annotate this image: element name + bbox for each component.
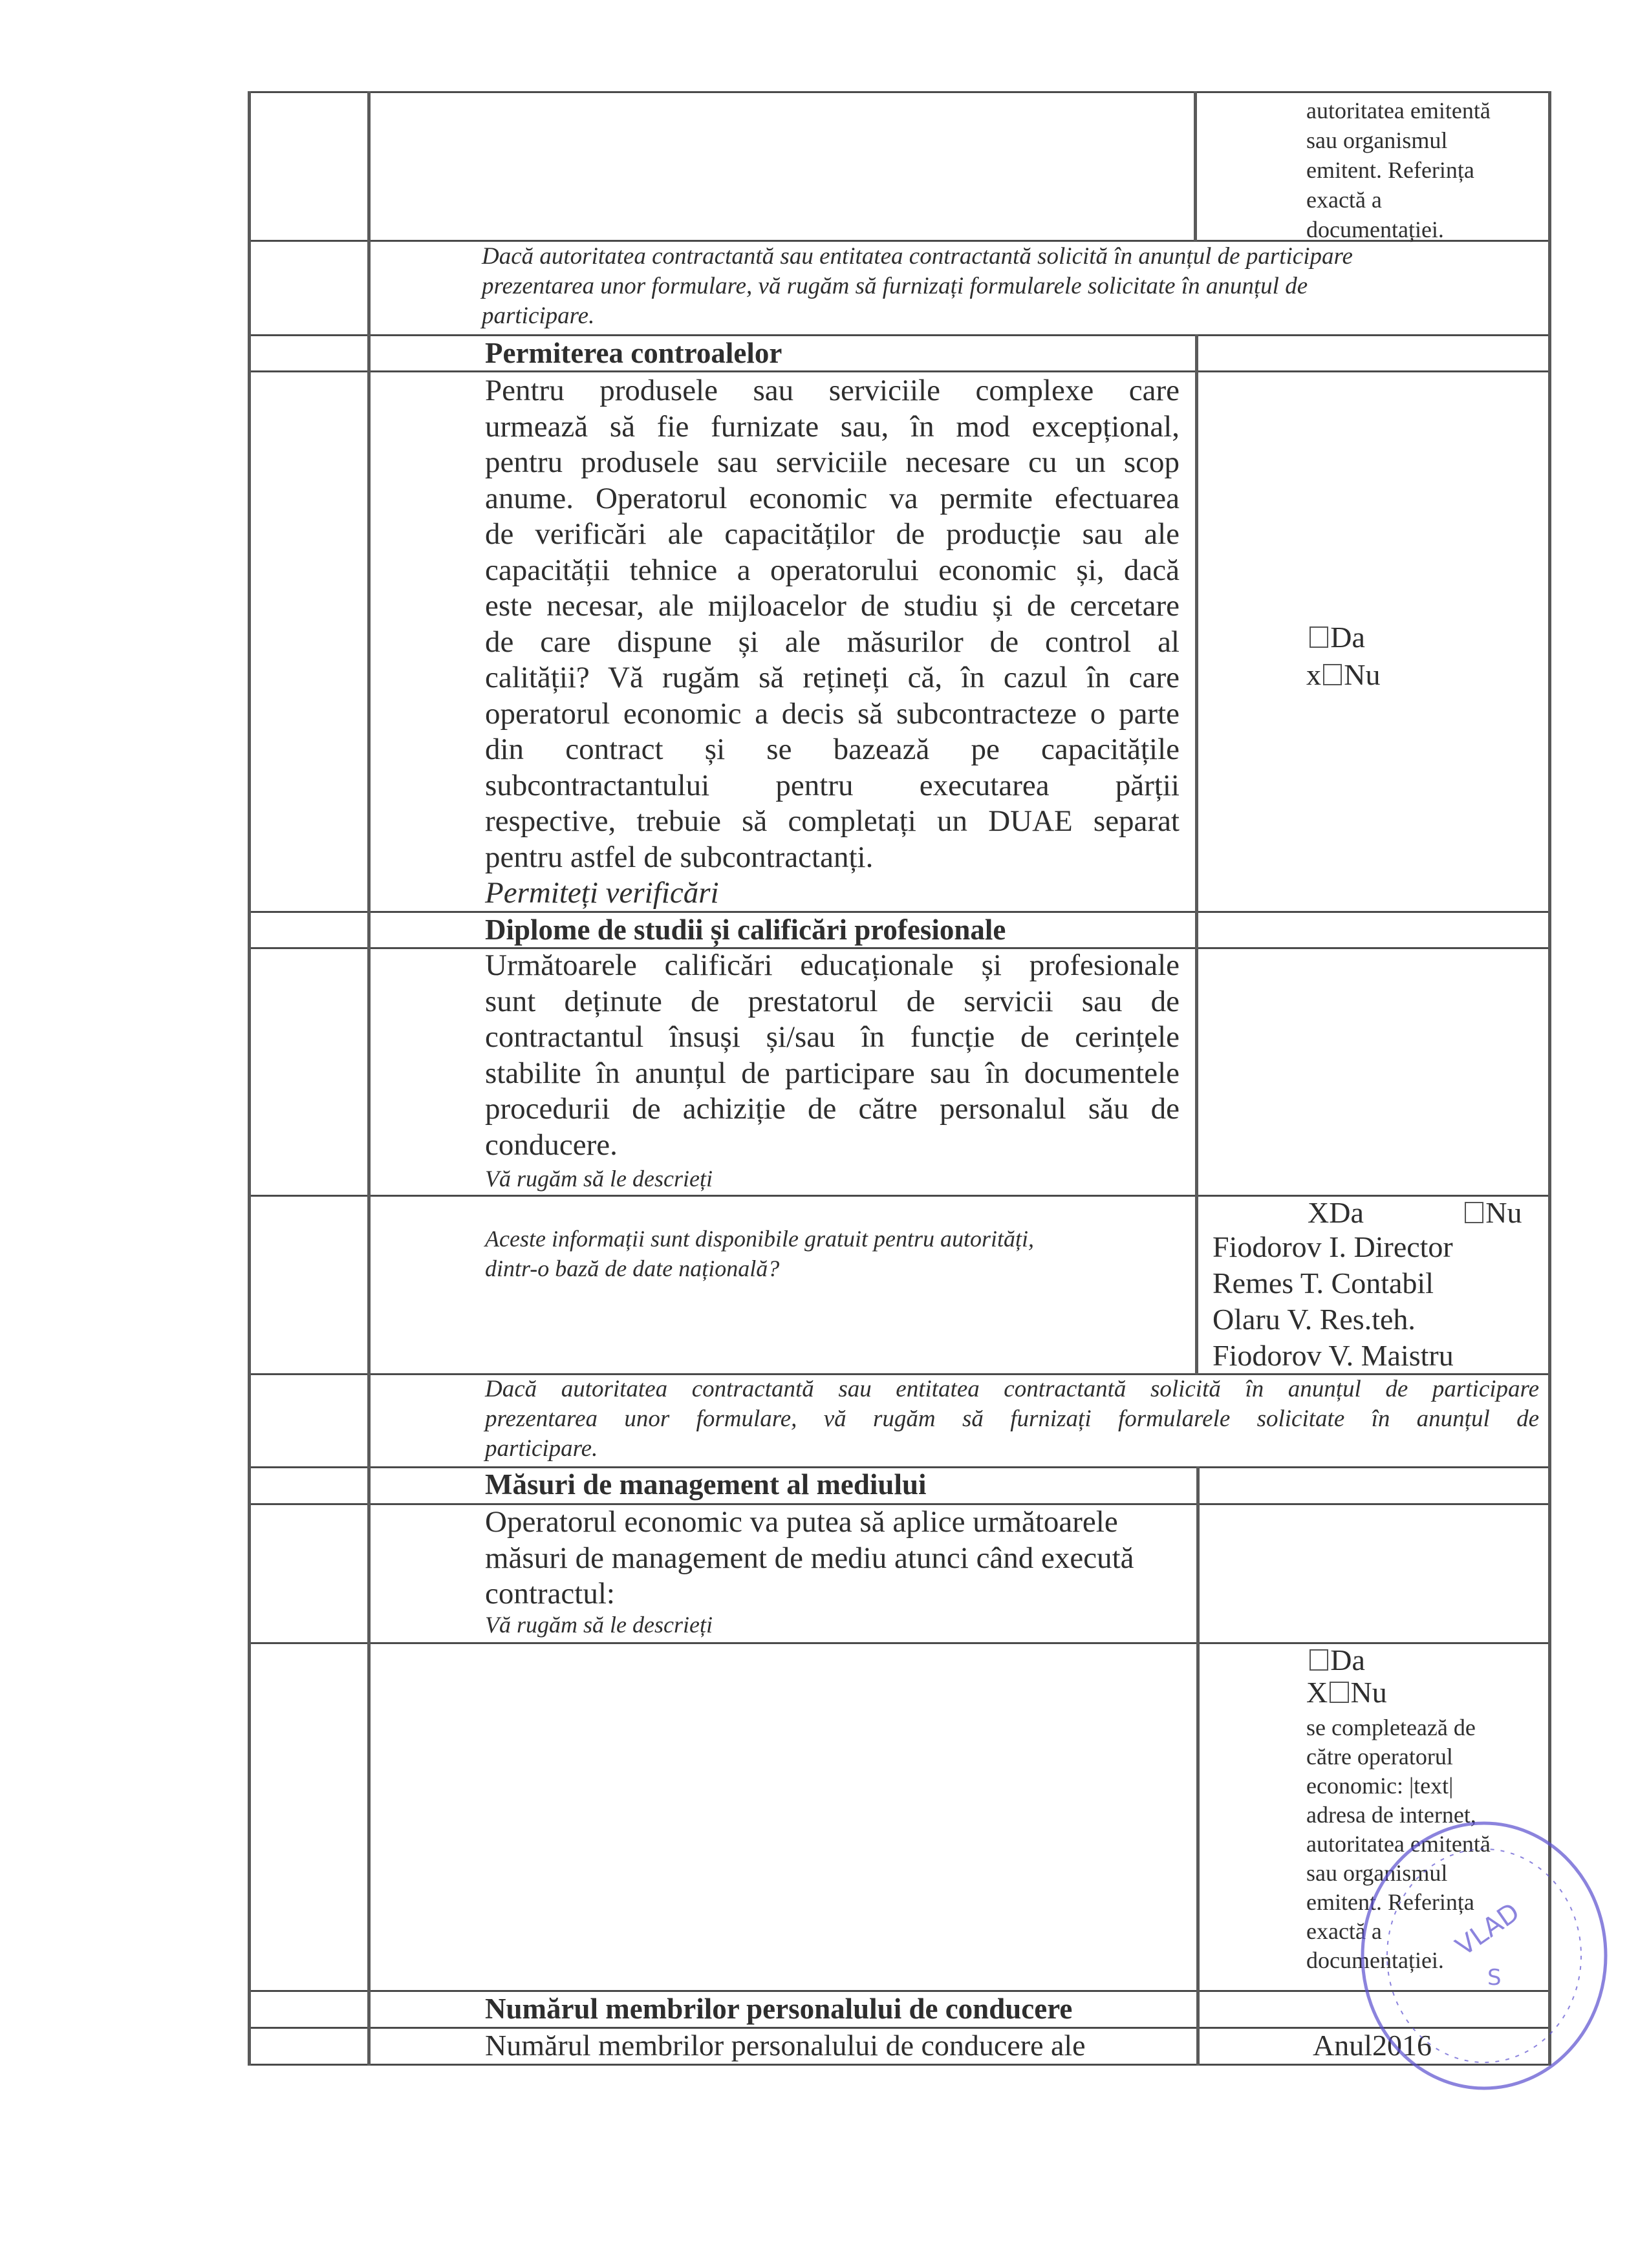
text-line: Următoarele calificări educaționale și profesionale <box>485 948 1180 982</box>
text-line: capacității tehnice a operatorului economic și, dacă <box>485 553 1180 587</box>
checkbox-nu[interactable] <box>1323 664 1342 685</box>
text-line: este necesar, ale mijloacelor de studiu și de cercetare <box>485 589 1180 623</box>
permiterea-description <box>485 373 1180 875</box>
masuri-description <box>485 1504 1134 1612</box>
database-question <box>485 1224 1034 1283</box>
text-line: prezentarea unor formulare, vă rugăm să furnizați formularele solicitate în anunțul de <box>482 273 1308 299</box>
checkbox-nu[interactable] <box>1330 1682 1348 1703</box>
text-line: Dacă autoritatea contractantă sau entitatea contractantă solicită în anunțul de participare <box>482 243 1353 270</box>
diplome-prompt: Vă rugăm să le descrieți <box>485 1166 713 1192</box>
checkbox-nu[interactable] <box>1465 1202 1483 1223</box>
staff-list <box>1212 1229 1454 1374</box>
text-line: calității? Vă rugăm să rețineți că, în cazul în care <box>485 661 1180 694</box>
text-line: emitent. Referința <box>1306 157 1474 183</box>
svg-text:S: S <box>1487 1965 1502 1991</box>
text-line: stabilite în anunțul de participare sau în documentele <box>485 1056 1180 1090</box>
text-line: se completează de <box>1306 1715 1476 1740</box>
text-line: documentației. <box>1306 1947 1444 1973</box>
text-line: exactă a <box>1306 187 1382 213</box>
text-line: adresa de internet, <box>1306 1802 1476 1828</box>
section-title-numarul: Numărul membrilor personalului de conducere <box>485 1993 1073 2025</box>
diplome-description <box>485 948 1180 1163</box>
text-line: Olaru V. Res.teh. <box>1212 1303 1416 1336</box>
text-line: sunt deținute de prestatorul de servicii sau de <box>485 984 1180 1018</box>
checked-mark: X <box>1306 1676 1328 1709</box>
svg-text:VLAD: VLAD <box>1450 1897 1525 1962</box>
text-line: prezentarea unor formulare, vă rugăm să furnizați formularele solicitate în anunțul de <box>485 1406 1539 1432</box>
text-line: urmează să fie furnizate sau, în mod excepțional, <box>485 409 1180 444</box>
table-border-top <box>249 91 1550 93</box>
text-line: către operatorul <box>1306 1744 1453 1770</box>
text-line: sau organismul <box>1306 127 1448 153</box>
text-line: procedurii de achiziție de către personalul său de <box>485 1092 1180 1126</box>
column-divider <box>1194 91 1197 241</box>
text-line: măsuri de management de mediu atunci când execută <box>485 1541 1134 1575</box>
checkbox-da[interactable] <box>1310 1649 1328 1671</box>
forms-note <box>482 242 1516 331</box>
company-stamp-icon <box>1345 1804 1617 2101</box>
row-divider <box>249 370 1550 372</box>
continuation-text <box>1306 96 1491 244</box>
table-border-right <box>1548 91 1551 2066</box>
row-divider <box>249 334 1550 336</box>
checked-mark: x <box>1306 658 1321 691</box>
text-line: Operatorul economic va putea să aplice următoarele <box>485 1505 1118 1539</box>
option-da[interactable]: Da <box>1308 1642 1365 1678</box>
column-divider <box>367 91 371 2066</box>
option-nu[interactable]: Nu <box>1463 1195 1522 1231</box>
section-title-masuri: Măsuri de management al mediului <box>485 1468 927 1501</box>
text-line: contractantul însuși și/sau în funcție de cerințele <box>485 1020 1180 1054</box>
section-title-diplome: Diplome de studii și calificări profesionale <box>485 914 1006 946</box>
text-line: dintr-o bază de date națională? <box>485 1256 780 1281</box>
text-line: subcontractantului pentru executarea părții <box>485 768 1180 802</box>
permiterea-prompt: Permiteți verificări <box>485 876 719 910</box>
option-nu[interactable]: X Nu <box>1306 1676 1387 1709</box>
text-line: de verificări ale capacităților de producție sau ale <box>485 517 1180 551</box>
option-da[interactable]: XDa <box>1308 1196 1364 1229</box>
section-title-permiterea: Permiterea controalelor <box>485 337 782 369</box>
option-da[interactable]: Da <box>1308 619 1365 656</box>
text-line: Aceste informații sunt disponibile gratuit pentru autorități, <box>485 1226 1034 1252</box>
option-nu[interactable]: x Nu <box>1306 658 1381 691</box>
text-line: conducere. <box>485 1128 618 1162</box>
masuri-prompt: Vă rugăm să le descrieți <box>485 1612 713 1638</box>
text-line: Dacă autoritatea contractantă sau entitatea contractantă solicită în anunțul de participare <box>485 1376 1539 1402</box>
text-line: sau organismul <box>1306 1860 1448 1886</box>
text-line: anume. Operatorul economic va permite efectuarea <box>485 481 1180 515</box>
text-line: participare. <box>482 303 595 329</box>
checked-mark: X <box>1308 1196 1330 1229</box>
text-line: documentației. <box>1306 217 1444 242</box>
text-line: autoritatea emitentă <box>1306 98 1491 123</box>
year-value: Anul2016 <box>1313 2029 1432 2062</box>
text-line: emitent. Referința <box>1306 1889 1474 1915</box>
text-line: autoritatea emitentă <box>1306 1831 1491 1857</box>
text-line: Pentru produsele sau serviciile complexe care <box>485 374 1180 407</box>
text-line: exactă a <box>1306 1918 1382 1944</box>
column-divider <box>1195 334 1198 1375</box>
forms-note <box>485 1375 1539 1464</box>
text-line: pentru astfel de subcontractanți. <box>485 840 874 874</box>
text-line: pentru produsele sau serviciile necesare cu un scop <box>485 445 1180 479</box>
text-line: contractul: <box>485 1577 615 1610</box>
text-line: Fiodorov V. Maistru <box>1212 1339 1454 1372</box>
text-line: Fiodorov I. Director <box>1212 1230 1453 1263</box>
numarul-text: Numărul membrilor personalului de conducere ale <box>485 2029 1086 2062</box>
text-line: respective, trebuie să completați un DUAE separat <box>485 804 1180 838</box>
text-line: Remes T. Contabil <box>1212 1267 1434 1300</box>
text-line: din contract și se bazează pe capacitățile <box>485 733 1180 766</box>
text-line: participare. <box>485 1435 598 1462</box>
checkbox-da[interactable] <box>1310 626 1328 648</box>
column-divider <box>1196 1466 1200 2066</box>
text-line: operatorul economic a decis să subcontracteze o parte <box>485 696 1180 731</box>
table-border-left <box>248 91 251 2066</box>
text-line: economic: |text| <box>1306 1773 1454 1799</box>
text-line: de care dispune și ale măsurilor de control al <box>485 625 1180 659</box>
